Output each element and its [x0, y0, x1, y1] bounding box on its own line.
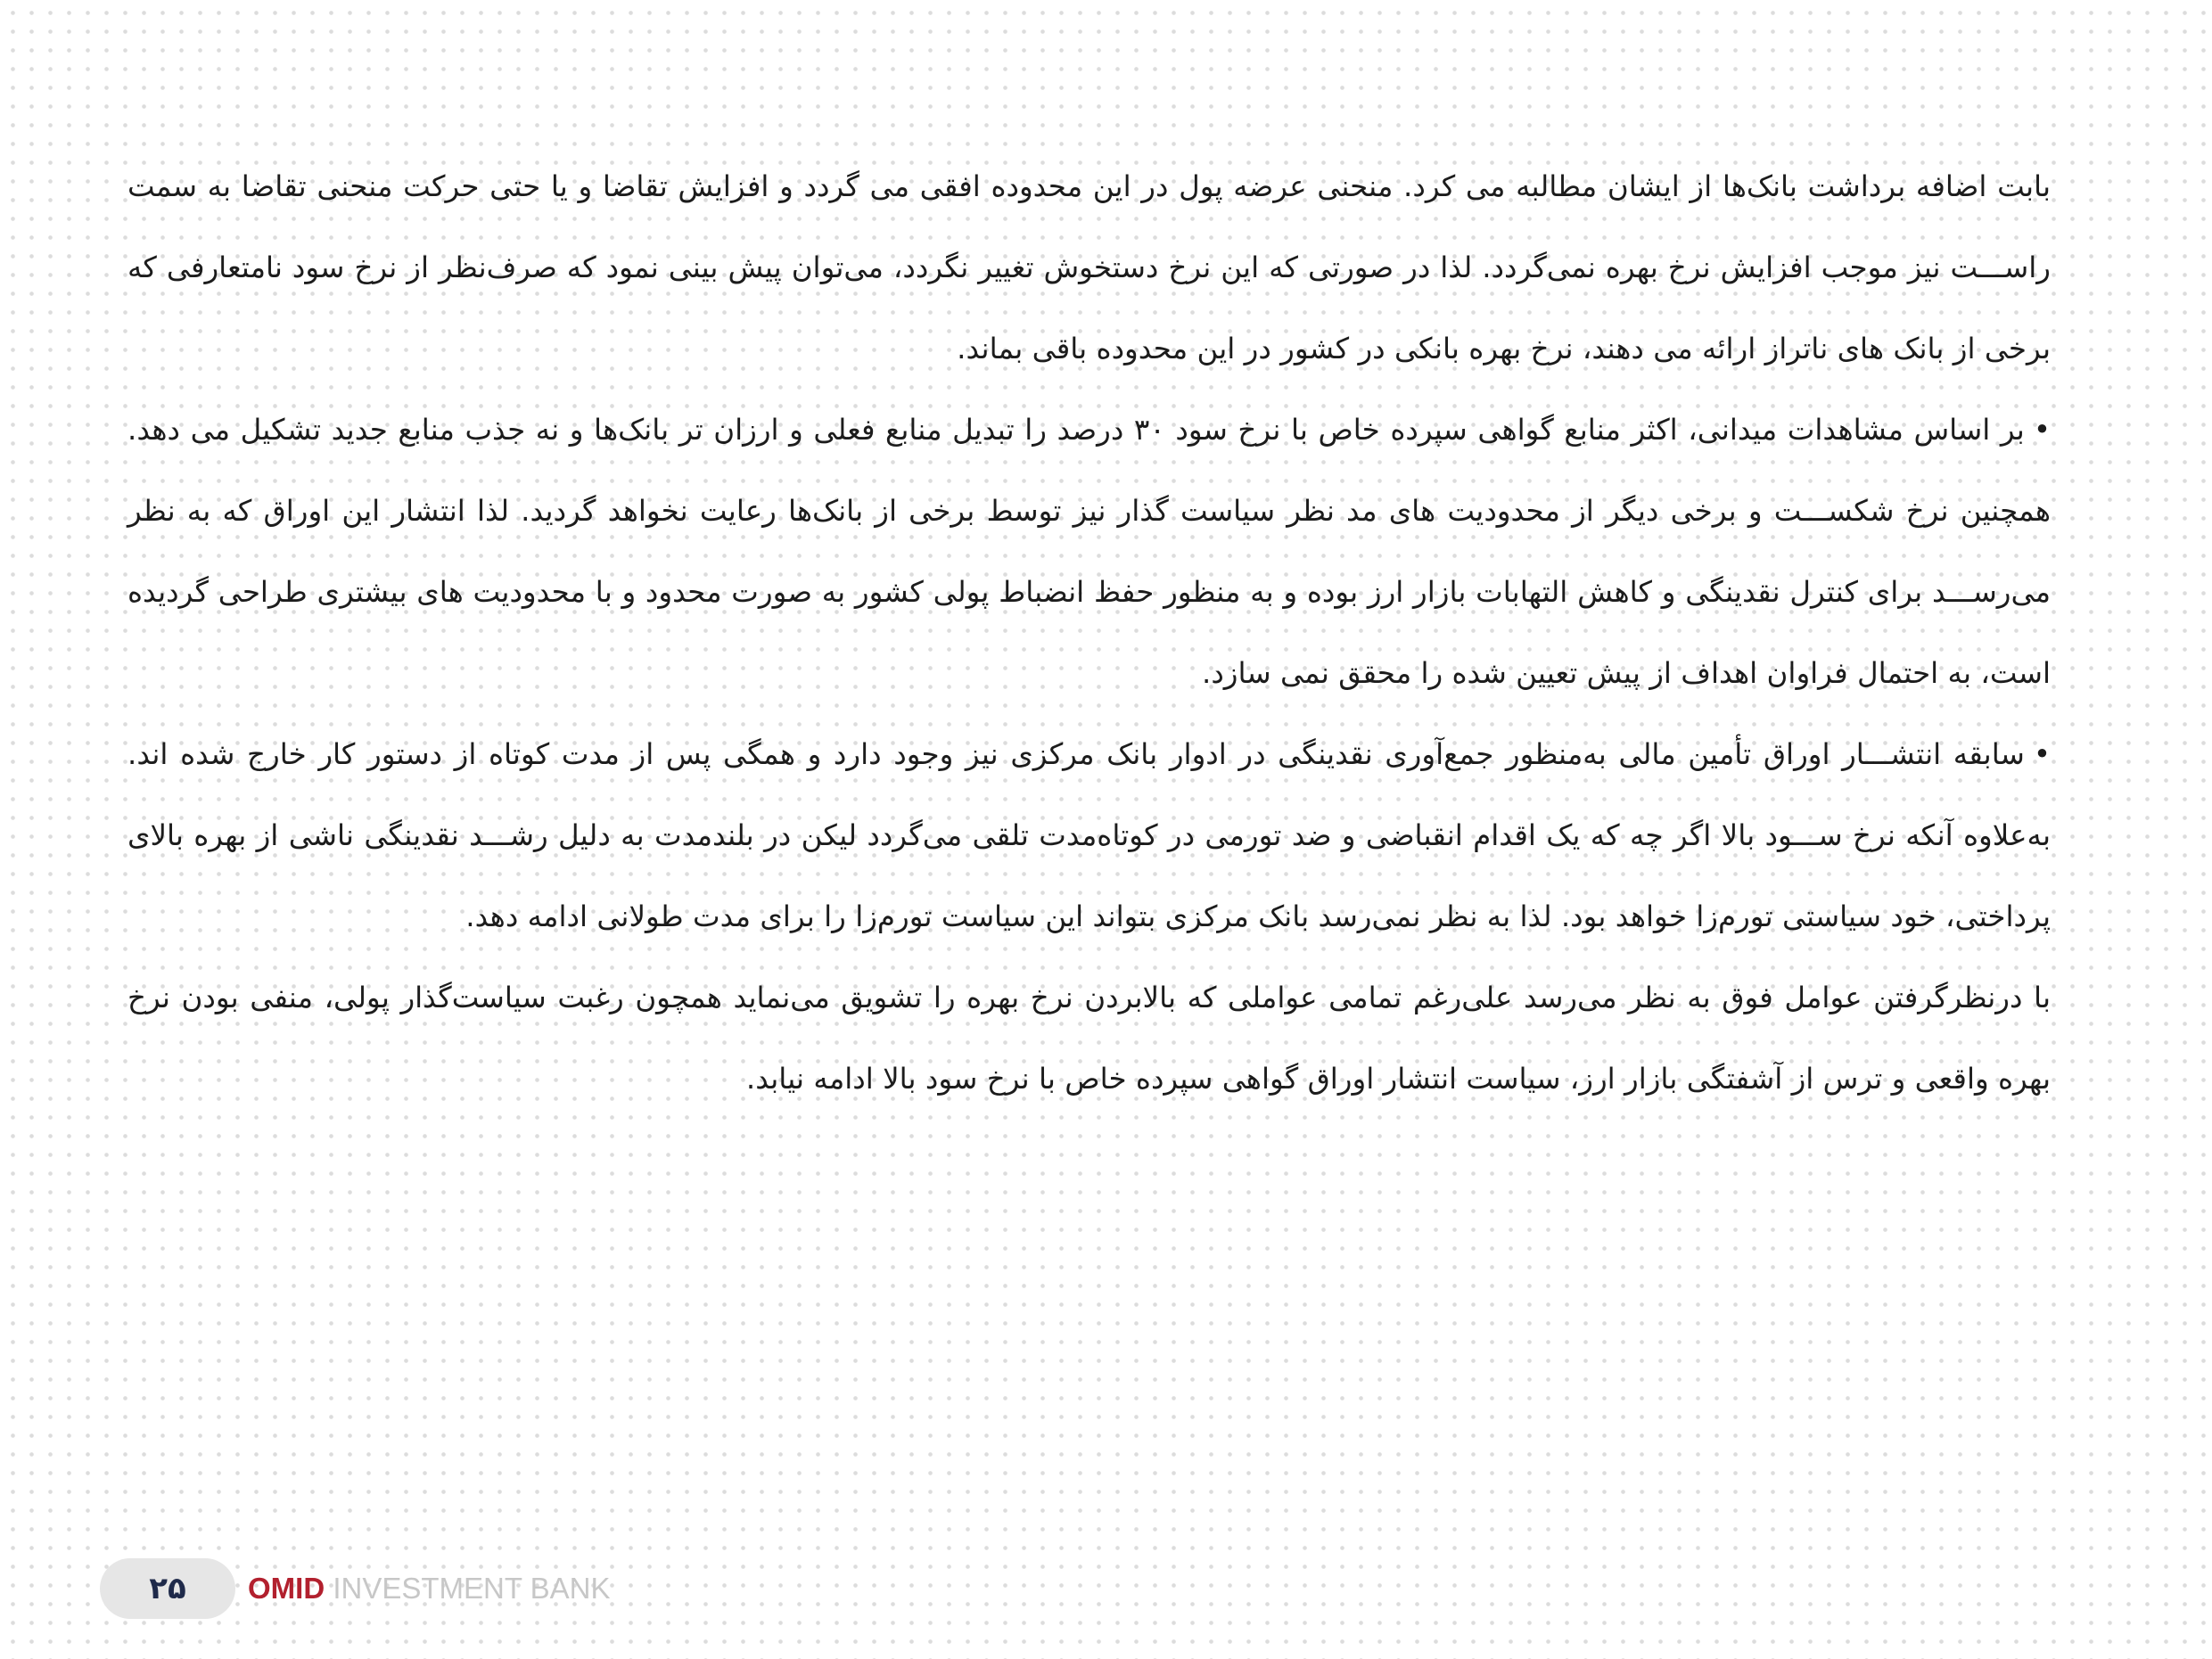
page-number: ۲۵ [100, 1558, 235, 1619]
paragraph-4: با درنظرگرفتن عوامل فوق به نظر می‌رسد علی‌رغم تمامی عواملی که بالابردن نرخ بهره را تشویق می‌نماید همچون رغبت سیاست‌گذار پولی، منفی بودن نرخ بهره واقعی و ترس از آشفتگی بازار ارز، سیاست انتشار اوراق گواهی سپرده خاص با نرخ سود بالا ادامه نیابد. [127, 981, 2051, 1096]
brand-subtitle: INVESTMENT BANK [333, 1572, 611, 1605]
body-text [127, 146, 2051, 1120]
paragraph-1: بابت اضافه برداشت بانک‌ها از ایشان مطالبه می کرد. منحنی عرضه پول در این محدوده افقی می گردد و افزایش تقاضا و یا حتی حرکت منحنی تقاضا به سمت راســـت نیز موجب افزایش نرخ بهره نمی‌گردد. لذا در صورتی که این نرخ دستخوش تغییر نگردد، می‌توان پیش بینی نمود که صرف‌نظر از نرخ سود نامتعارفی که برخی از بانک های ناتراز ارائه می دهند، نرخ بهره بانکی در کشور در این محدوده باقی بماند. [127, 169, 2051, 365]
paragraph-2-text: بر اساس مشاهدات میدانی، اکثر منابع گواهی سپرده خاص با نرخ سود ۳۰ درصد را تبدیل منابع فعلی و ارزان تر بانک‌ها و نه جذب منابع جدید تشکیل می دهد. همچنین نرخ شکســـت و برخی دیگر از محدودیت های مد نظر سیاست گذار نیز توسط برخی از بانک‌ها رعایت نخواهد گردید. لذا انتشار این اوراق که به نظر می‌رســـد برای کنترل نقدینگی و کاهش التهابات بازار ارز بوده و به منظور حفظ انضباط پولی کشور به صورت محدود و با محدودیت های بیشتری طراحی گردیده است، به احتمال فراوان اهداف از پیش تعیین شده را محقق نمی سازد. [127, 413, 2051, 690]
bullet-paragraph-3 [127, 714, 2051, 957]
brand-name: OMID [248, 1572, 325, 1605]
page-footer [100, 1558, 610, 1619]
bullet-paragraph-2 [127, 390, 2051, 714]
brand-logo [248, 1572, 610, 1606]
bullet-icon: • [2033, 413, 2052, 447]
paragraph-3-text: سابقه انتشـــار اوراق تأمین مالی به‌منظور جمع‌آوری نقدینگی در ادوار بانک مرکزی نیز وجود دارد و همگی پس از مدت کوتاه از دستور کار خارج شده اند. به‌علاوه آنکه نرخ ســـود بالا اگر چه که یک اقدام انقباضی و ضد تورمی در کوتاه‌مدت تلقی می‌گردد لیکن در بلندمدت به دلیل رشـــد نقدینگی ناشی از بهره بالای پرداختی، خود سیاستی تورم‌زا خواهد بود. لذا به نظر نمی‌رسد بانک مرکزی بتواند این سیاست تورم‌زا را برای مدت طولانی ادامه دهد. [127, 737, 2051, 933]
bullet-icon: • [2033, 737, 2051, 771]
